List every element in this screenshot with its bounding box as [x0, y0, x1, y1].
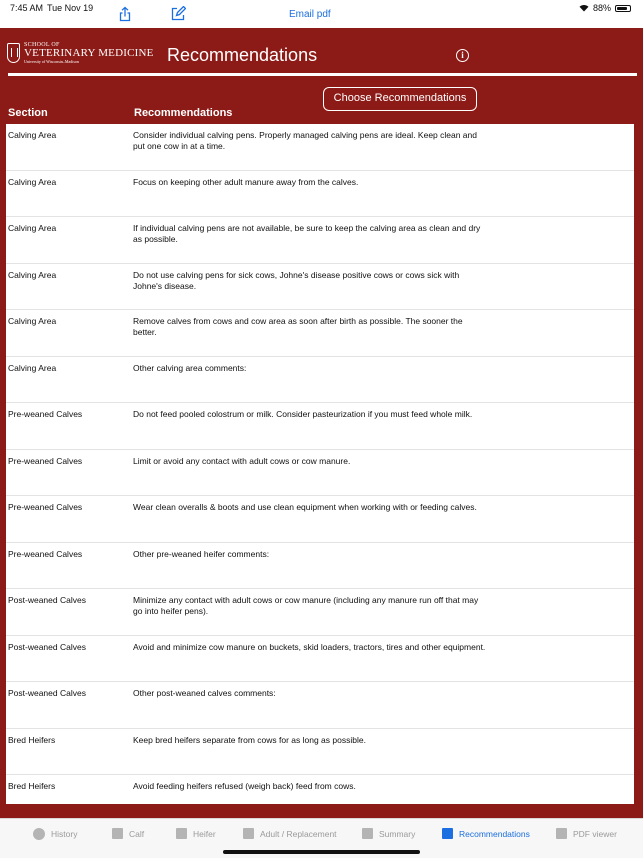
tab-label: History [51, 829, 78, 839]
row-recommendation: Limit or avoid any contact with adult cows or cow manure. [133, 455, 351, 466]
table-row[interactable] [6, 403, 634, 450]
table-row[interactable] [6, 636, 634, 683]
tab-pdf-viewer[interactable] [556, 828, 617, 839]
email-pdf-button[interactable]: Email pdf [289, 9, 331, 20]
row-recommendation: Do not feed pooled colostrum or milk. Consider pasteurization if you must feed whole milk. [133, 409, 473, 419]
tab-label: Recommendations [459, 828, 530, 839]
row-recommendation: Avoid feeding heifers refused (weigh back) feed from cows. [133, 781, 356, 791]
table-row[interactable] [6, 124, 634, 171]
tab-label: PDF viewer [573, 828, 617, 839]
row-recommendation: Other calving area comments: [133, 362, 247, 373]
table-row[interactable] [6, 357, 634, 404]
home-indicator [223, 850, 420, 854]
row-recommendation: Remove calves from cows and cow area as soon after birth as possible. The sooner the better. [133, 316, 463, 337]
recommendations-table[interactable] [6, 124, 634, 804]
table-row[interactable] [6, 775, 634, 804]
row-section: Calving Area [8, 176, 57, 187]
share-icon[interactable] [117, 6, 133, 22]
row-section: Post-weaned Calves [8, 641, 86, 652]
table-row[interactable] [6, 543, 634, 590]
table-row[interactable] [6, 729, 634, 776]
row-section: Pre-weaned Calves [8, 455, 83, 466]
status-date: Tue Nov 19 [47, 3, 94, 13]
row-recommendation: Consider individual calving pens. Properly managed calving pens are ideal. Keep clean and put one cow in at a time. [133, 130, 477, 151]
status-indicators [579, 3, 631, 13]
tab-calf[interactable] [112, 828, 144, 839]
row-recommendation: Other post-weaned calves comments: [133, 688, 276, 698]
tab-heifer[interactable] [176, 828, 216, 839]
column-header-section: Section [8, 107, 48, 119]
wifi-icon [579, 4, 589, 12]
table-row[interactable] [6, 589, 634, 636]
tab-label: Calf [129, 828, 145, 839]
row-section: Calving Area [8, 269, 57, 280]
logo-line-3: University of Wisconsin–Madison [24, 59, 79, 64]
row-recommendation: Wear clean overalls & boots and use clean equipment when working with or feeding calves. [133, 502, 477, 512]
logo-line-2: VETERINARY MEDICINE [24, 47, 154, 59]
row-section: Bred Heifers [8, 734, 56, 745]
tab-history[interactable] [33, 828, 77, 840]
row-recommendation: Avoid and minimize cow manure on buckets, skid loaders, tractors, tires and other equipment. [133, 641, 486, 652]
column-header-recommendations: Recommendations [134, 107, 233, 119]
row-section: Pre-weaned Calves [8, 409, 83, 419]
row-recommendation: Do not use calving pens for sick cows, Johne's disease positive cows or cows sick with Johne's disease. [133, 269, 460, 291]
row-recommendation: Other pre-weaned heifer comments: [133, 548, 270, 559]
calf-icon [112, 828, 123, 839]
tab-label: Summary [379, 828, 416, 839]
tab-summary[interactable] [362, 828, 415, 839]
tab-adult-replacement[interactable] [243, 828, 337, 839]
info-icon[interactable]: i [456, 49, 469, 62]
tab-label: Adult / Replacement [260, 828, 337, 839]
tab-recommendations[interactable] [442, 828, 530, 839]
summary-icon [362, 828, 373, 839]
content-frame [0, 28, 643, 818]
adult-icon [243, 828, 254, 839]
recommendations-icon [442, 828, 453, 839]
row-recommendation: If individual calving pens are not available, be sure to keep the calving area as clean and dry as possible. [133, 223, 481, 244]
status-time: 7:45 AM [10, 3, 44, 13]
compose-icon[interactable] [170, 6, 186, 22]
school-logo [7, 42, 154, 64]
crest-icon [7, 43, 20, 63]
table-row[interactable] [6, 682, 634, 729]
row-section: Pre-weaned Calves [8, 502, 83, 512]
row-section: Bred Heifers [8, 781, 56, 791]
table-row[interactable] [6, 264, 634, 311]
choose-recommendations-button[interactable]: Choose Recommendations [323, 87, 477, 111]
tab-label: Heifer [193, 828, 216, 839]
row-recommendation: Keep bred heifers separate from cows for as long as possible. [133, 734, 366, 745]
table-row[interactable] [6, 496, 634, 543]
table-row[interactable] [6, 171, 634, 218]
row-section: Post-weaned Calves [8, 688, 86, 698]
battery-percent: 88% [592, 3, 611, 13]
row-section: Calving Area [8, 316, 57, 326]
row-recommendation: Focus on keeping other adult manure away from the calves. [133, 176, 359, 187]
page-title: Recommendations [167, 45, 318, 65]
row-recommendation: Minimize any contact with adult cows or cow manure (including any manure run off that may go into heifer pens). [133, 595, 479, 616]
logo-line-1: SCHOOL OF [24, 42, 60, 48]
row-section: Calving Area [8, 362, 57, 373]
row-section: Calving Area [8, 223, 57, 233]
table-row[interactable] [6, 450, 634, 497]
row-section: Post-weaned Calves [8, 595, 86, 605]
table-row[interactable] [6, 217, 634, 264]
history-icon [33, 828, 45, 840]
heifer-icon [176, 828, 187, 839]
battery-icon [615, 5, 631, 12]
table-row[interactable] [6, 310, 634, 357]
row-section: Calving Area [8, 130, 57, 140]
title-divider [8, 73, 637, 76]
pdf-icon [556, 828, 567, 839]
row-section: Pre-weaned Calves [8, 548, 83, 559]
status-bar [0, 0, 643, 28]
